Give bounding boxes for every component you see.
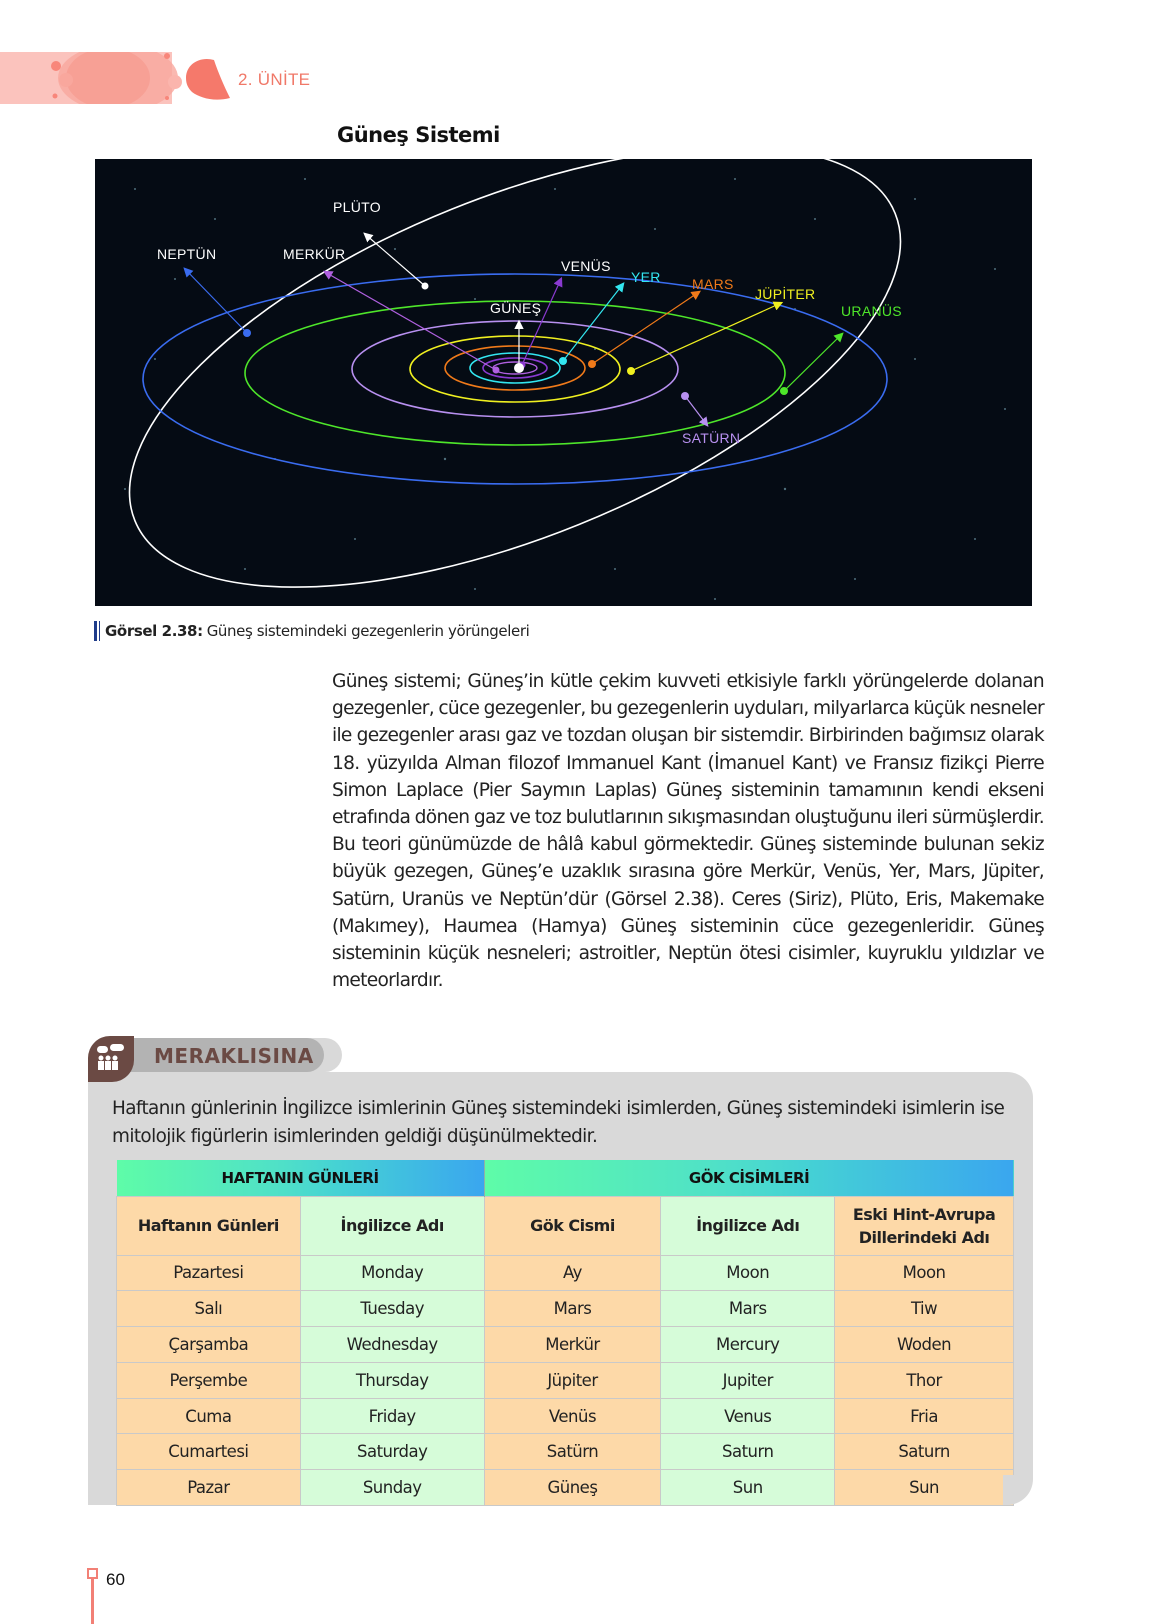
table-row <box>117 1362 1014 1398</box>
table-cell: Cumartesi <box>117 1434 301 1470</box>
label-neptun: NEPTÜN <box>157 246 217 262</box>
people-talking-icon <box>88 1036 134 1082</box>
page-number: 60 <box>106 1570 125 1589</box>
label-pluto: PLÜTO <box>333 199 381 215</box>
table-cell: Sun <box>835 1470 1014 1506</box>
column-header: Haftanın Günleri <box>117 1196 301 1255</box>
table-cell: Saturn <box>835 1434 1014 1470</box>
table-cell: Venüs <box>484 1398 661 1434</box>
table-cell: Moon <box>661 1255 835 1291</box>
table-cell: Sun <box>661 1470 835 1506</box>
table-cell: Pazar <box>117 1470 301 1506</box>
meraklisina-title: MERAKLISINA <box>154 1044 314 1068</box>
table-cell: Güneş <box>484 1470 661 1506</box>
group-header-celestial: GÖK CİSİMLERİ <box>484 1160 1013 1196</box>
section-title: Güneş Sistemi <box>337 123 500 147</box>
table-cell: Perşembe <box>117 1362 301 1398</box>
table-group-header-row <box>117 1160 1014 1196</box>
table-cell: Satürn <box>484 1434 661 1470</box>
table-cell: Venus <box>661 1398 835 1434</box>
body-paragraph: Güneş sistemi; Güneş’in kütle çekim kuvveti etkisiyle farklı yörüngelerde dolanan gezegenler, cüce gezegenler, bu gezegenlerin uyduları, milyarlarca küçük nesneler ile gezegenler arası gaz ve tozdan oluşan bir sistemdir. Birbirinden bağımsız olarak 18. yüzyılda Alman filozof Immanuel Kant (İmanuel Kant) ve Fransız fizikçi Pierre Simon Laplace (Pier Saymın Laplas) Güneş sisteminin tamamının kendi ekseni etrafında dönen gaz ve toz bulutlarının sıkışmasından oluştuğunu ileri sürmüşlerdir. Bu teori günümüzde de hâlâ kabul görmektedir. Güneş sisteminde bulunan sekiz büyük gezegen, Güneş’e uzaklık sırasına göre Merkür, Venüs, Yer, Mars, Jüpiter, Satürn, Uranüs ve Neptün’dür (Görsel 2.38). Ceres (Siriz), Plüto, Eris, Makemake (Makımey), Haumea (Hamya) Güneş sisteminin cüce gezegenleridir. Güneş sisteminin küçük nesneleri; astroitler, Neptün ötesi cisimler, kuyruklu yıldızlar ve meteorlardır. <box>332 671 1044 992</box>
figure-caption <box>94 621 529 641</box>
label-saturn: SATÜRN <box>682 430 741 446</box>
column-header: Eski Hint-Avrupa Dillerindeki Adı <box>835 1196 1014 1255</box>
label-yer: YER <box>631 269 661 285</box>
table-cell: Saturday <box>300 1434 484 1470</box>
table-cell: Jupiter <box>661 1362 835 1398</box>
column-header: İngilizce Adı <box>300 1196 484 1255</box>
table-cell: Sunday <box>300 1470 484 1506</box>
table-cell: Tuesday <box>300 1291 484 1327</box>
group-header-weekdays: HAFTANIN GÜNLERİ <box>117 1160 485 1196</box>
table-row <box>117 1255 1014 1291</box>
caption-bar-thin <box>99 621 100 641</box>
table-cell: Jüpiter <box>484 1362 661 1398</box>
caption-bar <box>94 621 97 641</box>
table-cell: Thursday <box>300 1362 484 1398</box>
solar-system-figure <box>95 159 1032 606</box>
weekdays-table <box>116 1160 1014 1506</box>
table-cell: Merkür <box>484 1327 661 1363</box>
table-cell: Ay <box>484 1255 661 1291</box>
label-gunes: GÜNEŞ <box>490 300 542 316</box>
table-cell: Thor <box>835 1362 1014 1398</box>
column-header: İngilizce Adı <box>661 1196 835 1255</box>
table-cell: Friday <box>300 1398 484 1434</box>
table-cell: Fria <box>835 1398 1014 1434</box>
unit-header-decoration <box>0 52 230 104</box>
table-cell: Tiw <box>835 1291 1014 1327</box>
table-cell: Salı <box>117 1291 301 1327</box>
table-cell: Woden <box>835 1327 1014 1363</box>
table-row <box>117 1327 1014 1363</box>
label-jupiter: JÜPİTER <box>755 286 816 302</box>
label-merkur: MERKÜR <box>283 246 346 262</box>
table-cell: Mercury <box>661 1327 835 1363</box>
table-cell: Pazartesi <box>117 1255 301 1291</box>
label-venus: VENÜS <box>561 258 611 274</box>
table-row <box>117 1434 1014 1470</box>
label-mars: MARS <box>692 276 734 292</box>
table-cell: Monday <box>300 1255 484 1291</box>
table-cell: Saturn <box>661 1434 835 1470</box>
table-cell: Çarşamba <box>117 1327 301 1363</box>
table-row <box>117 1398 1014 1434</box>
table-cell: Wednesday <box>300 1327 484 1363</box>
table-row <box>117 1291 1014 1327</box>
table-cell: Mars <box>661 1291 835 1327</box>
meraklisina-text: Haftanın günlerinin İngilizce isimlerinin Güneş sistemindeki isimlerden, Güneş sistemindeki isimlerin ise mitolojik figürlerin isimlerinden geldiği düşünülmektedir. <box>112 1098 1005 1147</box>
table-cell: Moon <box>835 1255 1014 1291</box>
page-marker-line <box>91 1579 94 1624</box>
table-cell: Mars <box>484 1291 661 1327</box>
caption-label: Görsel 2.38: <box>105 622 203 640</box>
caption-text: Güneş sistemindeki gezegenlerin yörüngeleri <box>206 622 530 640</box>
page-marker-icon <box>87 1568 98 1579</box>
orbit-diagram <box>95 159 1032 606</box>
table-row <box>117 1470 1014 1506</box>
label-uranus: URANÜS <box>841 303 902 319</box>
table-cell: Cuma <box>117 1398 301 1434</box>
column-header: Gök Cismi <box>484 1196 661 1255</box>
table-column-header-row <box>117 1196 1014 1255</box>
unit-label: 2. ÜNİTE <box>238 70 311 89</box>
